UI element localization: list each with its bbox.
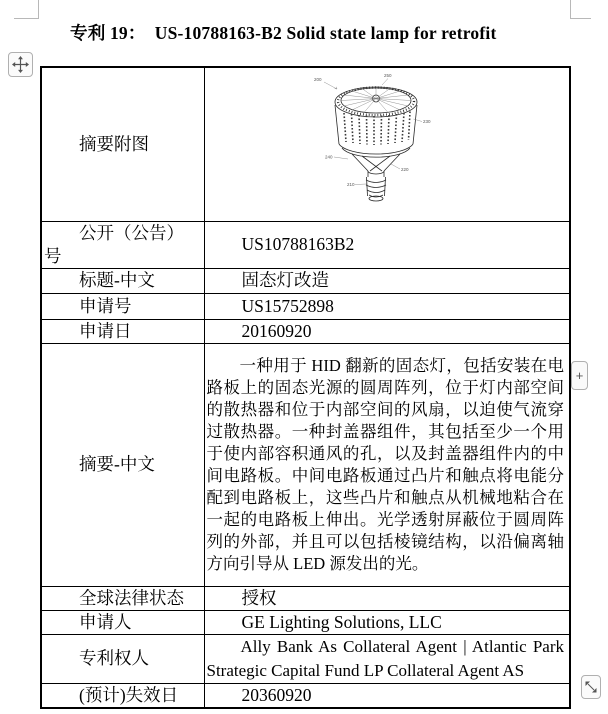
margin-corner-mark-right-arm xyxy=(570,18,591,19)
figure-ref-220: 220 xyxy=(400,167,409,172)
row-label: 申请日 xyxy=(41,319,204,343)
table-move-handle[interactable] xyxy=(8,52,33,77)
table-row-application-date xyxy=(41,319,570,343)
figure-ref-250: 250 xyxy=(383,73,392,78)
page-title: 专利 19： US-10788163-B2 Solid state lamp for retrofit xyxy=(70,23,497,43)
row-value: US10788163B2 xyxy=(204,221,570,268)
row-label: 摘要附图 xyxy=(41,67,204,221)
row-label: 申请号 xyxy=(41,293,204,319)
table-row-title-chinese xyxy=(41,268,570,293)
table-row-abstract-chinese xyxy=(41,343,570,586)
table-row-expiry-date xyxy=(41,683,570,708)
move-arrows-icon xyxy=(12,56,29,73)
figure-ref-200: 200 xyxy=(313,77,322,82)
figure-ref-230: 230 xyxy=(422,119,431,124)
table-row-legal-status xyxy=(41,586,570,610)
row-value: US15752898 xyxy=(204,293,570,319)
insert-column-plus-button[interactable]: + xyxy=(571,361,588,390)
patent-info-table xyxy=(40,66,571,709)
row-label: 公开（公告）号 xyxy=(41,221,204,268)
row-label: 专利权人 xyxy=(41,634,204,683)
row-label: 全球法律状态 xyxy=(41,586,204,610)
diagonal-resize-icon xyxy=(585,681,597,693)
table-row-abstract-figure xyxy=(41,67,570,221)
row-label: (预计)失效日 xyxy=(41,683,204,708)
row-value: 固态灯改造 xyxy=(204,268,570,293)
row-value: GE Lighting Solutions, LLC xyxy=(204,610,570,634)
figure-ref-210: 210 xyxy=(346,182,355,187)
table-row-applicant xyxy=(41,610,570,634)
patent-figure-lamp-drawing xyxy=(300,72,460,218)
abstract-text: 一种用于 HID 翻新的固态灯，包括安装在电路板上的固态光源的圆周阵列，位于灯内部空间的散热器和位于内部空间的风扇，以迫使气流穿过散热器。一种封盖器组件，其包括至少一个用于使内部容积通风的孔，以及封盖器组件内的中间电路板。中间电路板通过凸片和触点将电能分配到电路板上，这些凸片和触点从机械地粘合在一起的电路板上伸出。光学透射屏蔽位于圆周阵列的外部，并且可以包括棱镜结构，以沿偏离轴方向引导从 LED 源发出的光。 xyxy=(204,343,570,586)
row-value: 20160920 xyxy=(204,319,570,343)
table-row-patentee xyxy=(41,634,570,683)
row-value: 授权 xyxy=(204,586,570,610)
margin-corner-mark-left xyxy=(38,0,39,19)
row-value: Ally Bank As Collateral Agent | Atlantic Park Strategic Capital Fund LP Collateral Agent AS xyxy=(204,634,570,683)
row-label: 标题-中文 xyxy=(41,268,204,293)
margin-corner-mark-right xyxy=(570,0,571,19)
row-label: 摘要-中文 xyxy=(41,343,204,586)
row-label: 申请人 xyxy=(41,610,204,634)
table-row-publication-number xyxy=(41,221,570,268)
abstract-figure-cell xyxy=(204,67,570,221)
row-value: 20360920 xyxy=(204,683,570,708)
table-row-application-number xyxy=(41,293,570,319)
margin-corner-mark-left-arm xyxy=(14,18,39,19)
table-resize-handle[interactable] xyxy=(581,675,601,699)
figure-ref-240: 240 xyxy=(324,154,333,160)
